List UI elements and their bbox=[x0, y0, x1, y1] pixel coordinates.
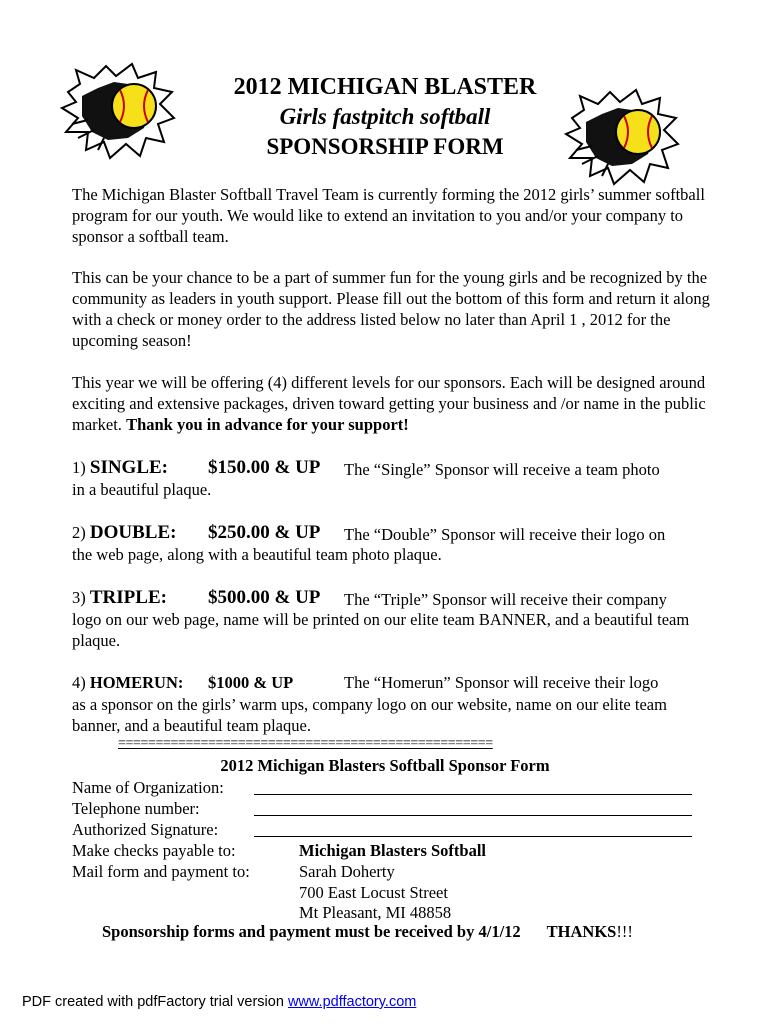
intro-paragraph-2: This can be your chance to be a part of summer fun for the young girls and be recognized by the community as leaders in youth support. Please fill out the bottom of this form and return it along with a check or money order to the address listed below no later than April 1 , 2012 for the upcoming season! bbox=[72, 268, 710, 350]
level-price: $250.00 & UP bbox=[208, 522, 321, 543]
mail-city: Mt Pleasant, MI 48858 bbox=[299, 903, 452, 922]
payable-label: Make checks payable to: bbox=[72, 841, 236, 860]
level-number: 1) bbox=[72, 458, 86, 477]
level-description-cont: logo on our web page, name will be printed on our elite team BANNER, and a beautiful team plaque. bbox=[72, 610, 690, 650]
level-name: DOUBLE: bbox=[89, 522, 177, 543]
level-name: TRIPLE: bbox=[89, 587, 167, 608]
pdf-creator-note bbox=[22, 994, 416, 1010]
pdf-note-text: PDF created with pdfFactory trial version bbox=[22, 994, 288, 1010]
level-description-cont: the web page, along with a beautiful team photo plaque. bbox=[72, 545, 442, 564]
intro-paragraph-3 bbox=[72, 372, 712, 435]
org-label: Name of Organization: bbox=[72, 778, 224, 797]
level-number: 4) bbox=[72, 673, 86, 692]
sponsor-form-title: 2012 Michigan Blasters Softball Sponsor Form bbox=[220, 756, 550, 775]
mail-name: Sarah Doherty bbox=[299, 862, 395, 881]
level-price: $1000 & UP bbox=[208, 673, 294, 692]
page-title: 2012 MICHIGAN BLASTER bbox=[233, 74, 537, 100]
level-number: 3) bbox=[72, 588, 86, 607]
level-name: SINGLE: bbox=[89, 457, 169, 478]
level-description: The “Single” Sponsor will receive a team photo bbox=[344, 460, 660, 479]
level-triple bbox=[72, 587, 712, 650]
pdffactory-link[interactable]: www.pdffactory.com bbox=[287, 994, 417, 1010]
phone-label: Telephone number: bbox=[72, 799, 200, 818]
thanks-text: THANKS bbox=[546, 922, 617, 941]
level-description: The “Triple” Sponsor will receive their company bbox=[344, 590, 667, 609]
deadline-text: Sponsorship forms and payment must be received by 4/1/12 bbox=[102, 922, 521, 941]
section-divider: ================================================== bbox=[118, 736, 493, 751]
level-name: HOMERUN: bbox=[89, 673, 184, 692]
level-price: $500.00 & UP bbox=[208, 587, 321, 608]
page-subtitle: Girls fastpitch softball bbox=[279, 104, 491, 129]
form-heading: SPONSORSHIP FORM bbox=[266, 134, 504, 159]
level-description-cont: as a sponsor on the girls’ warm ups, company logo on our website, name on our elite team banner, and a beautiful team plaque. bbox=[72, 695, 667, 735]
signature-field[interactable] bbox=[254, 835, 692, 837]
level-price: $150.00 & UP bbox=[208, 457, 321, 478]
signature-label: Authorized Signature: bbox=[72, 820, 219, 839]
mail-street: 700 East Locust Street bbox=[299, 883, 448, 902]
level-single bbox=[72, 457, 712, 499]
org-field[interactable] bbox=[254, 793, 692, 795]
level-homerun bbox=[72, 672, 712, 735]
level-double bbox=[72, 522, 712, 564]
level-number: 2) bbox=[72, 523, 86, 542]
thanks-suffix: !!! bbox=[616, 922, 633, 941]
phone-field[interactable] bbox=[254, 814, 692, 816]
intro-paragraph-1: The Michigan Blaster Softball Travel Team is currently forming the 2012 girls’ summer softball program for our youth. We would like to extend an invitation to you and/or your company to sponsor a softball team. bbox=[72, 185, 705, 246]
payable-value: Michigan Blasters Softball bbox=[299, 841, 487, 860]
level-description: The “Homerun” Sponsor will receive their logo bbox=[344, 673, 659, 692]
level-description: The “Double” Sponsor will receive their logo on bbox=[344, 525, 666, 544]
level-description-cont: in a beautiful plaque. bbox=[72, 480, 212, 499]
levels-intro-text: This year we will be offering (4) different levels for our sponsors. Each will be designed around exciting and extensive packages, driven toward getting your business and /or name in the public market. bbox=[72, 373, 706, 434]
mail-label: Mail form and payment to: bbox=[72, 862, 250, 881]
deadline-note bbox=[102, 922, 633, 942]
thank-you-text: Thank you in advance for your support! bbox=[126, 415, 409, 434]
